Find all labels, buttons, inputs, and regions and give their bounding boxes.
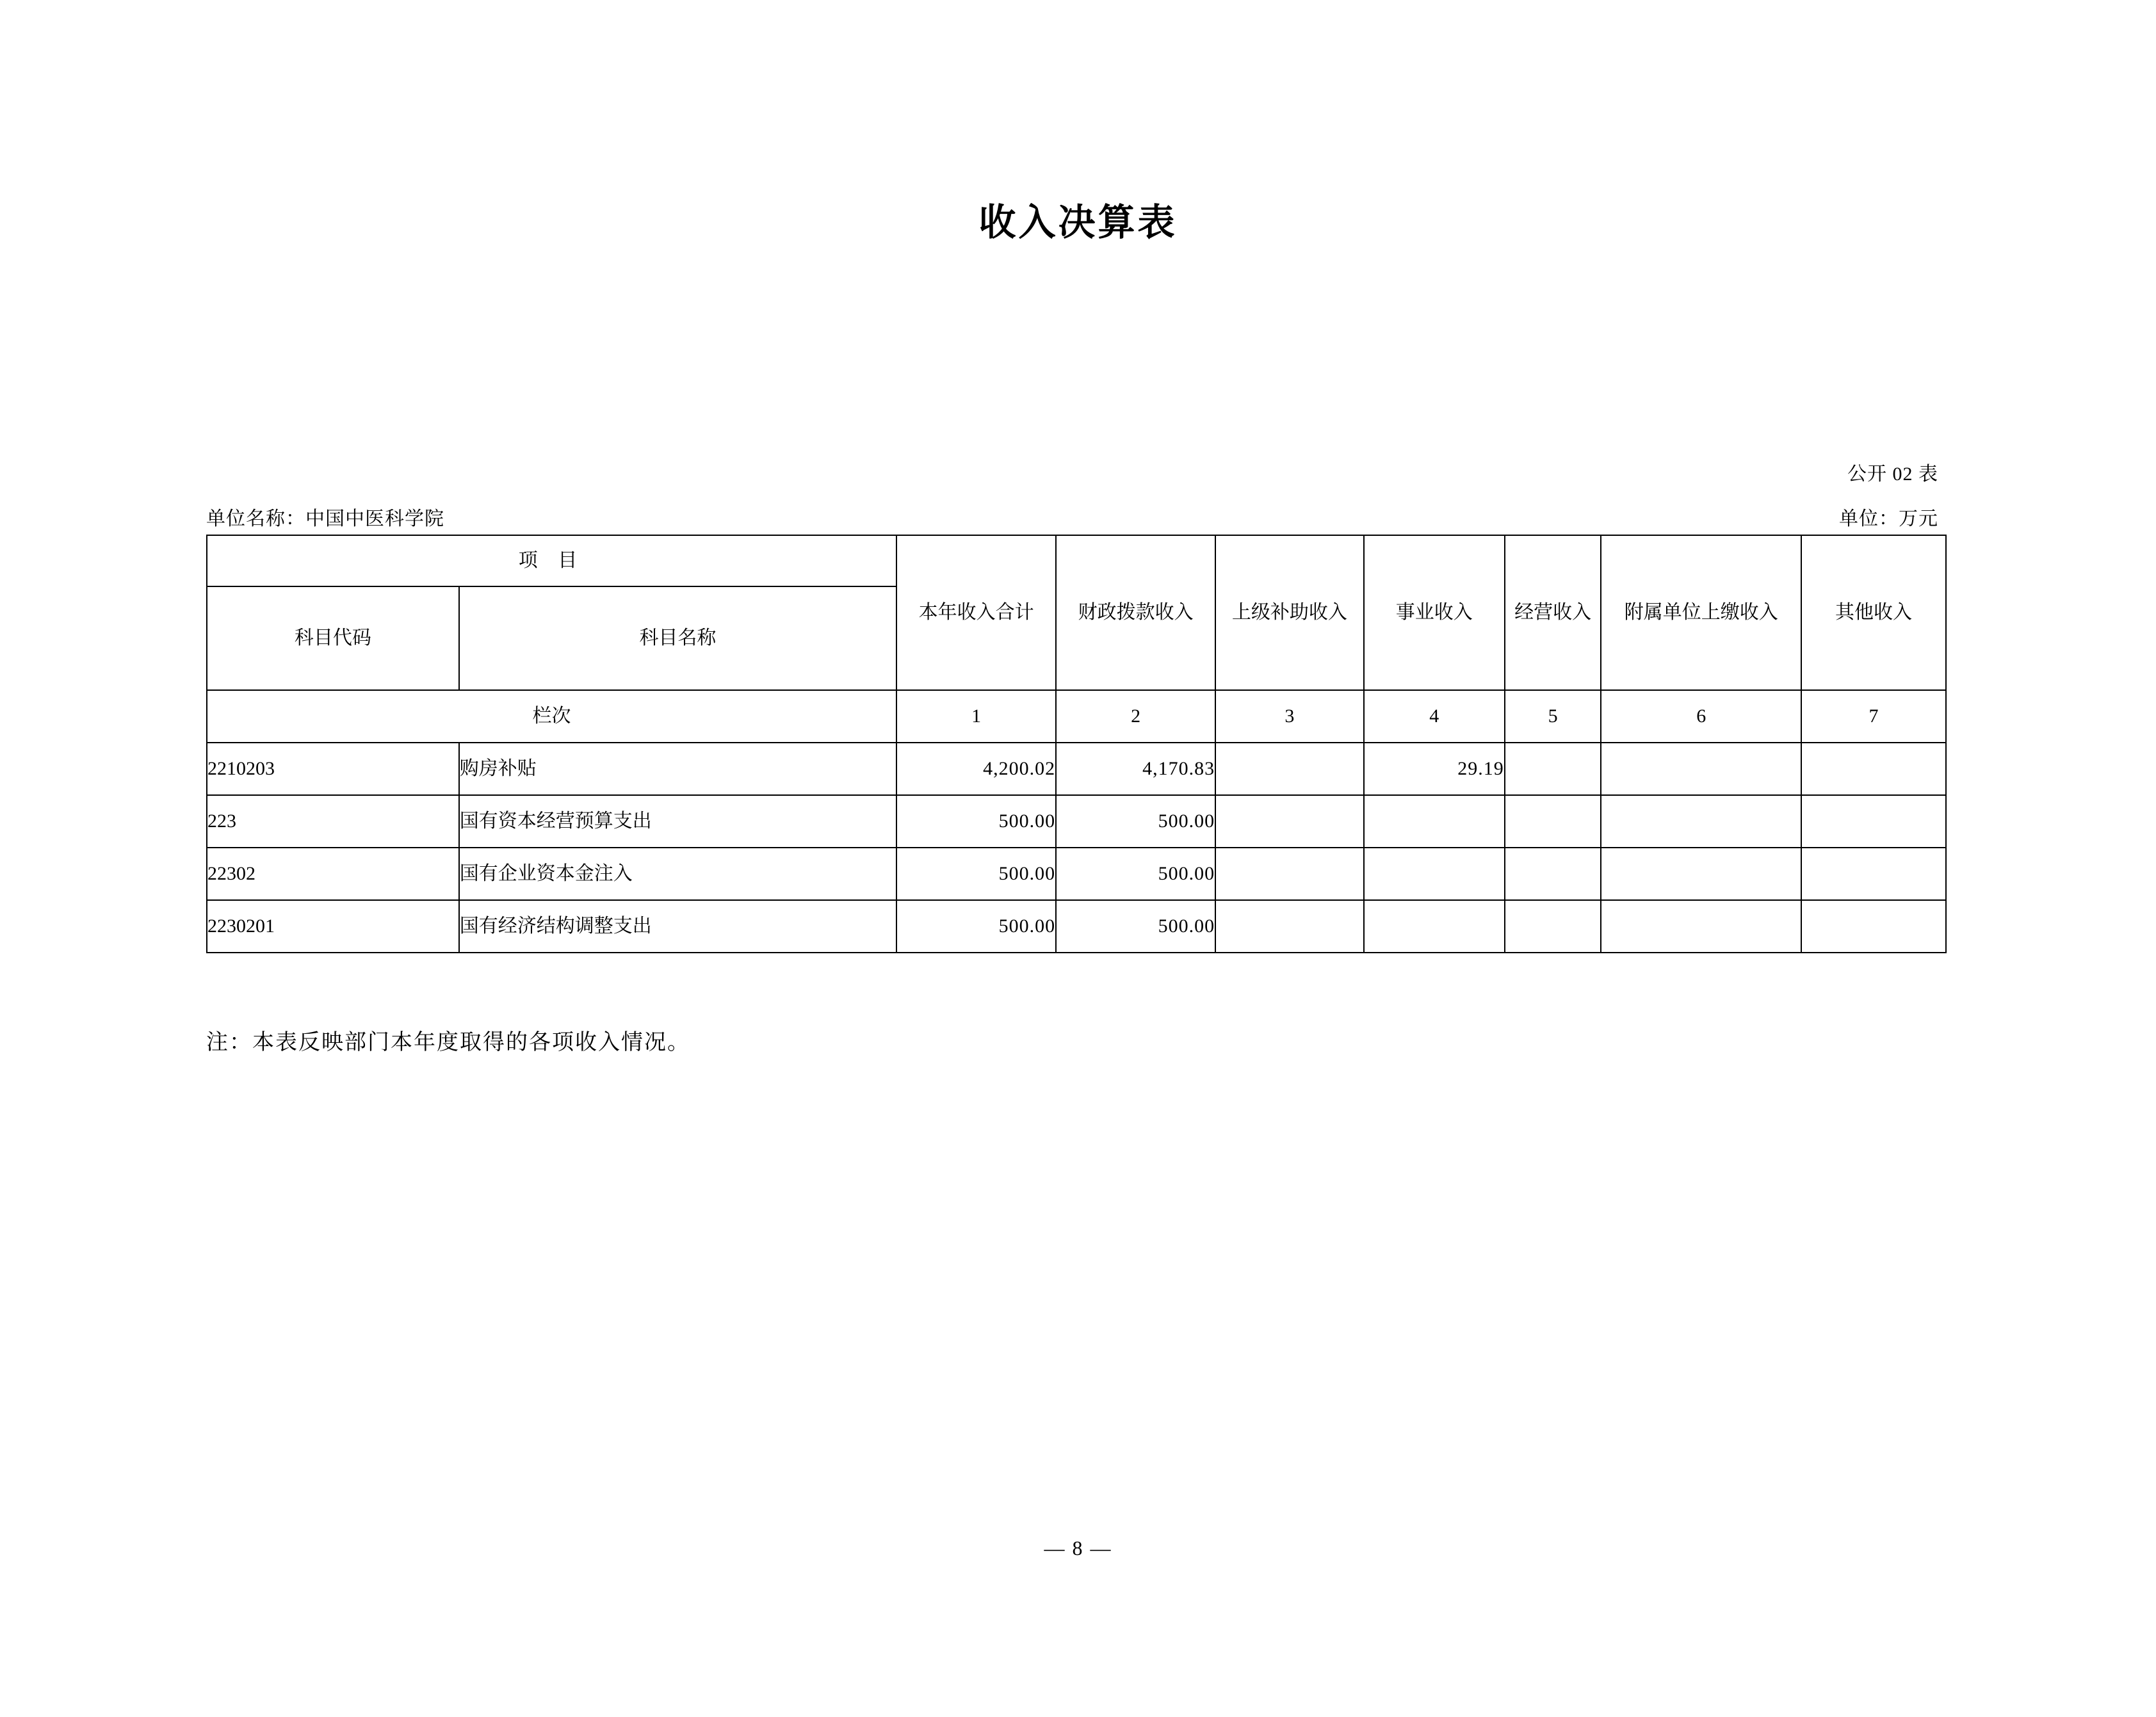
cell-institution	[1364, 848, 1505, 900]
cell-affiliated	[1601, 848, 1801, 900]
cell-code: 2230201	[207, 900, 459, 953]
column-header-operating-institution-income: 事业收入	[1364, 535, 1505, 690]
cell-other	[1801, 900, 1946, 953]
cell-fiscal: 500.00	[1056, 848, 1215, 900]
page-title: 收入决算表	[978, 200, 1178, 244]
table-row	[207, 743, 1946, 795]
cell-name: 购房补贴	[459, 743, 896, 795]
cell-business	[1505, 743, 1601, 795]
column-header-affiliated-unit-payment: 附属单位上缴收入	[1601, 535, 1801, 690]
table-row	[207, 900, 1946, 953]
lanci-7: 7	[1801, 690, 1946, 743]
table-group-header: 项 目	[207, 535, 896, 586]
cell-code: 223	[207, 795, 459, 848]
cell-institution	[1364, 900, 1505, 953]
cell-code: 22302	[207, 848, 459, 900]
cell-other	[1801, 795, 1946, 848]
cell-business	[1505, 848, 1601, 900]
cell-superior	[1215, 900, 1364, 953]
table-note: 注：本表反映部门本年度取得的各项收入情况。	[206, 1031, 690, 1054]
cell-total: 500.00	[896, 795, 1056, 848]
column-header-fiscal-appropriation: 财政拨款收入	[1056, 535, 1215, 690]
page-number: — 8 —	[1044, 1536, 1112, 1560]
cell-fiscal: 500.00	[1056, 900, 1215, 953]
form-label: 公开 02 表	[1847, 464, 1938, 485]
cell-business	[1505, 795, 1601, 848]
income-final-accounts-table	[206, 535, 1947, 953]
table-row	[207, 795, 1946, 848]
column-header-superior-subsidy: 上级补助收入	[1215, 535, 1364, 690]
cell-business	[1505, 900, 1601, 953]
cell-affiliated	[1601, 743, 1801, 795]
cell-fiscal: 4,170.83	[1056, 743, 1215, 795]
row-label-lanci: 栏次	[207, 690, 896, 743]
cell-affiliated	[1601, 900, 1801, 953]
cell-fiscal: 500.00	[1056, 795, 1215, 848]
document-page	[0, 192, 2156, 1717]
cell-institution: 29.19	[1364, 743, 1505, 795]
column-header-subject-name: 科目名称	[459, 586, 896, 690]
cell-name: 国有资本经营预算支出	[459, 795, 896, 848]
column-header-subject-code: 科目代码	[207, 586, 459, 690]
unit-measure-label: 单位：万元	[1839, 508, 1938, 529]
cell-institution	[1364, 795, 1505, 848]
cell-affiliated	[1601, 795, 1801, 848]
unit-name-label: 单位名称：中国中医科学院	[206, 508, 444, 529]
column-header-other-income: 其他收入	[1801, 535, 1946, 690]
cell-total: 4,200.02	[896, 743, 1056, 795]
cell-total: 500.00	[896, 848, 1056, 900]
lanci-2: 2	[1056, 690, 1215, 743]
cell-superior	[1215, 795, 1364, 848]
lanci-3: 3	[1215, 690, 1364, 743]
lanci-5: 5	[1505, 690, 1601, 743]
table-row	[207, 848, 1946, 900]
cell-code: 2210203	[207, 743, 459, 795]
lanci-1: 1	[896, 690, 1056, 743]
cell-name: 国有经济结构调整支出	[459, 900, 896, 953]
column-header-total: 本年收入合计	[896, 535, 1056, 690]
cell-name: 国有企业资本金注入	[459, 848, 896, 900]
lanci-6: 6	[1601, 690, 1801, 743]
cell-superior	[1215, 743, 1364, 795]
lanci-4: 4	[1364, 690, 1505, 743]
column-header-business-income: 经营收入	[1505, 535, 1601, 690]
cell-total: 500.00	[896, 900, 1056, 953]
cell-other	[1801, 848, 1946, 900]
cell-superior	[1215, 848, 1364, 900]
cell-other	[1801, 743, 1946, 795]
